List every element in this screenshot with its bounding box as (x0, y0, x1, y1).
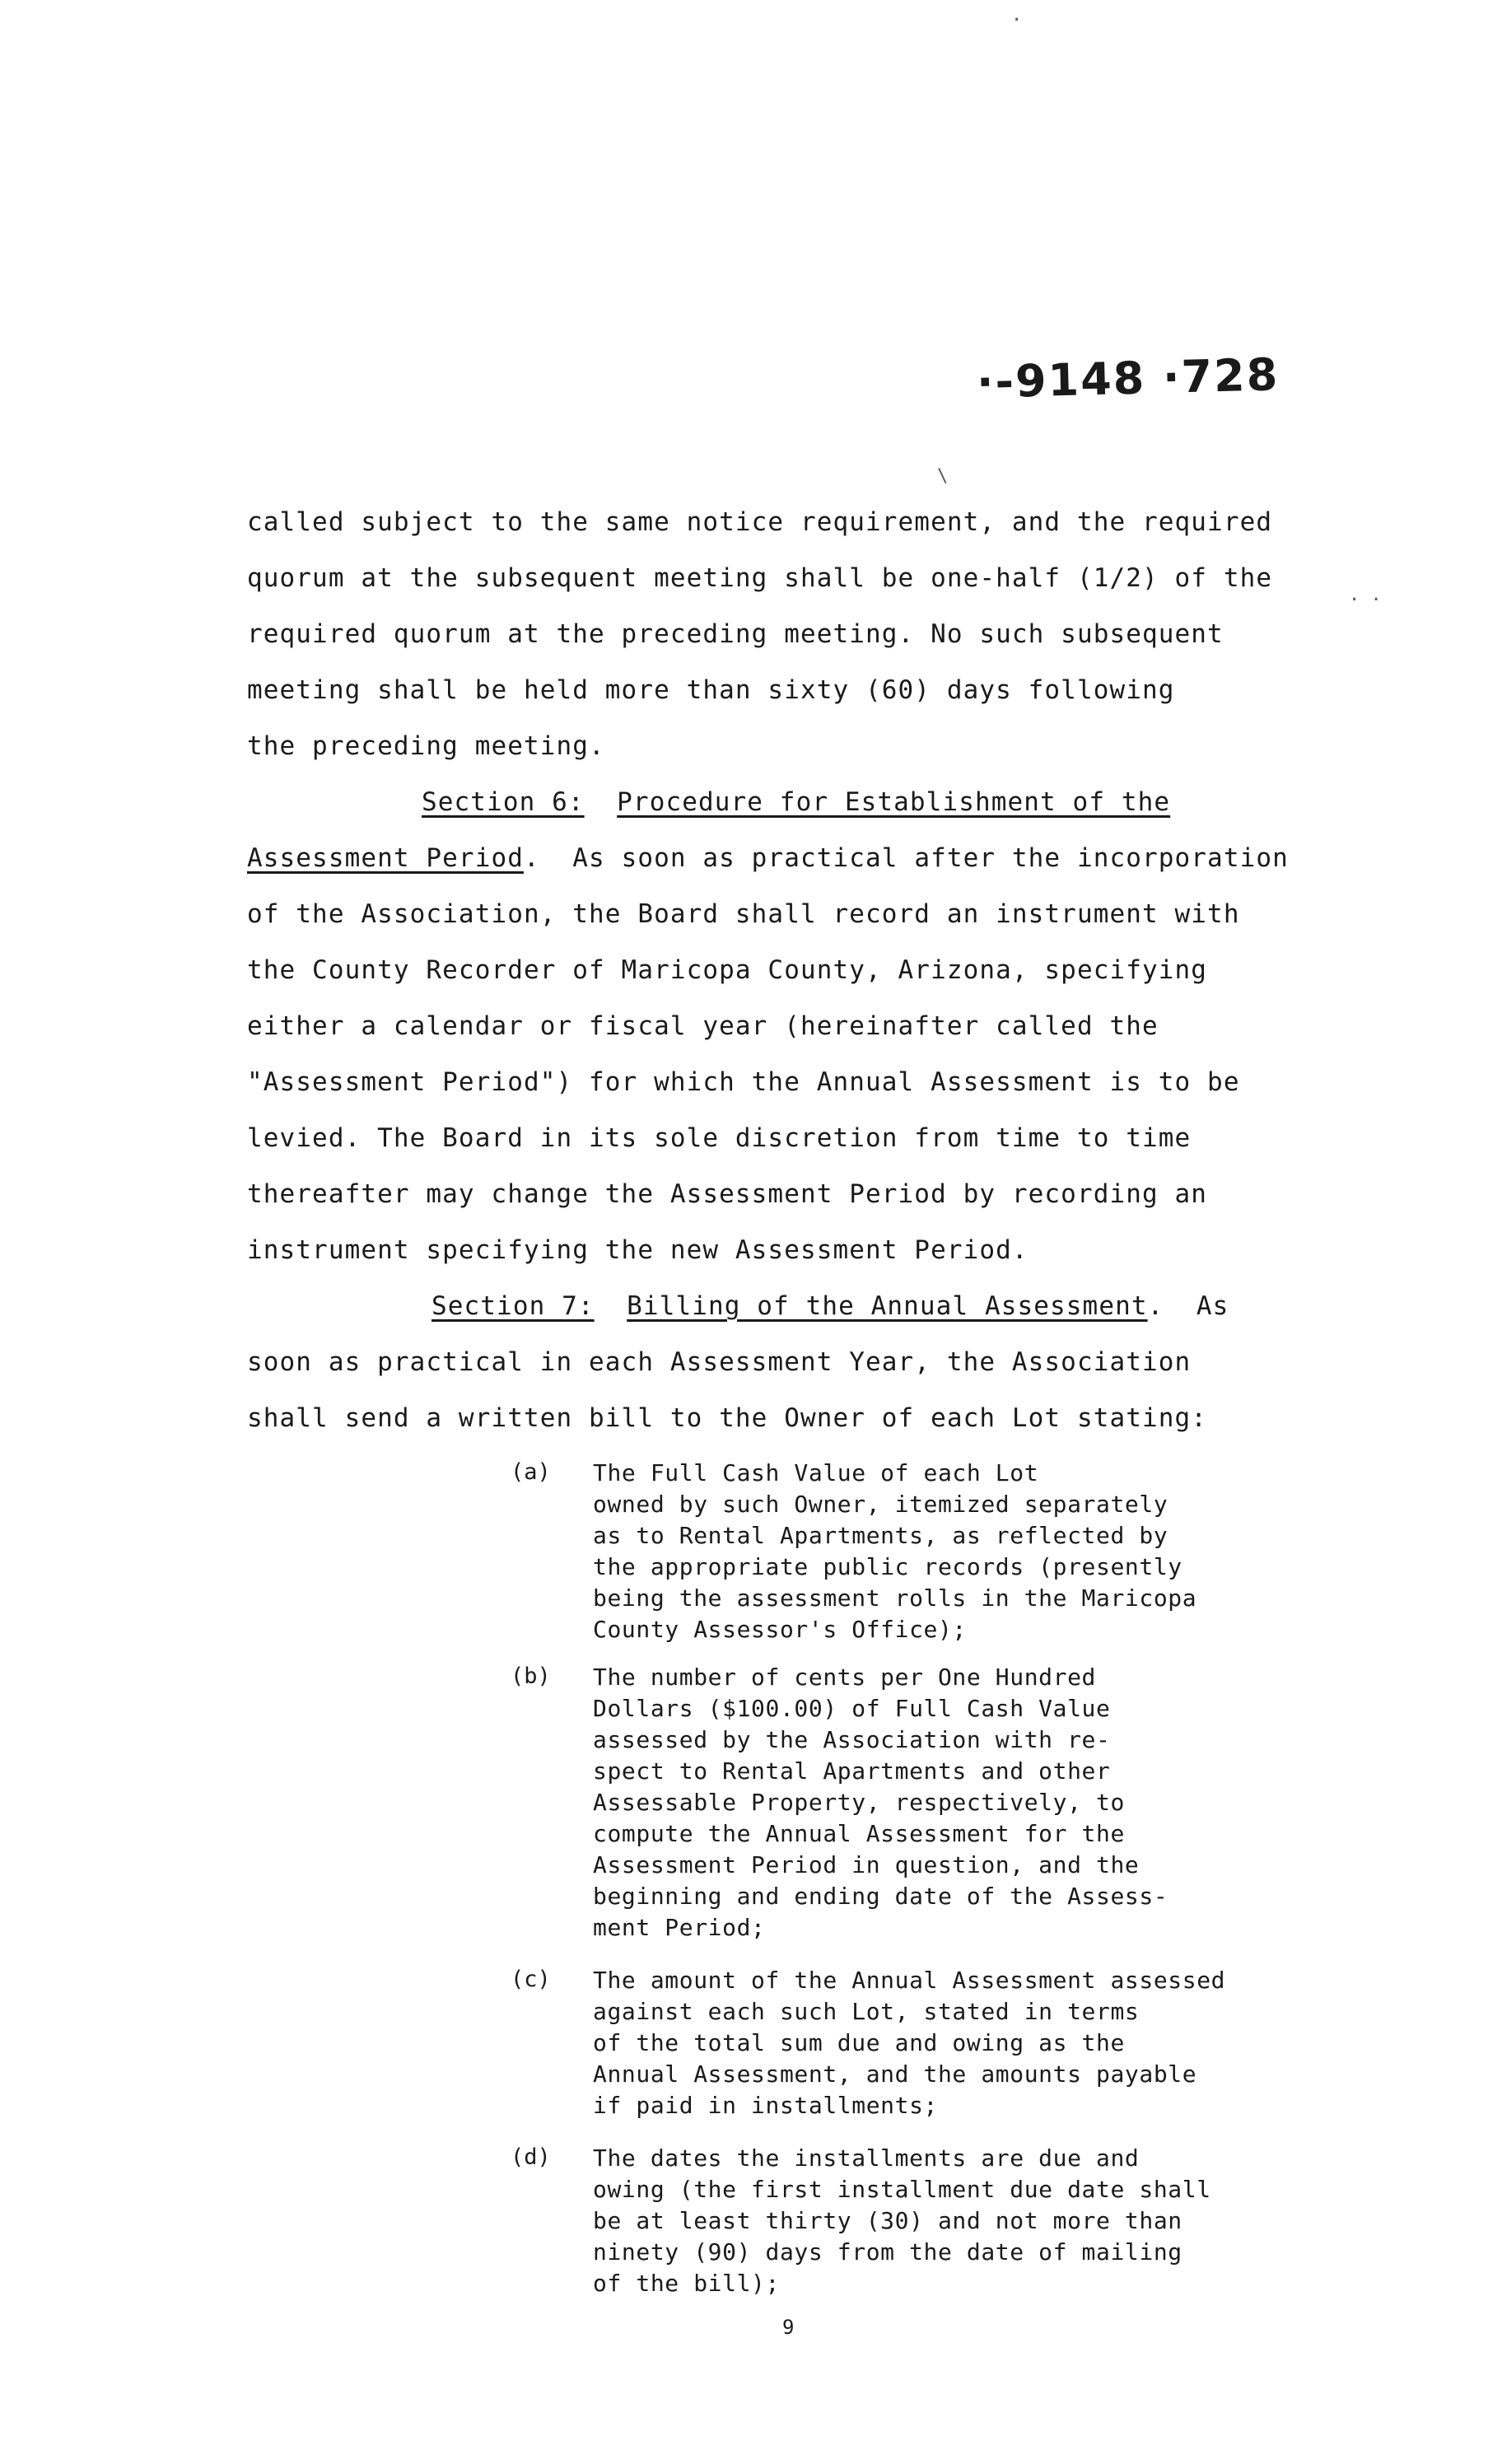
section-6-line: levied. The Board in its sole discretion from time to time (247, 1123, 1192, 1153)
item-line: Dollars ($100.00) of Full Cash Value (593, 1695, 1111, 1722)
section-7-heading-line: Section 7: Billing of the Annual Assessment. As (431, 1291, 1229, 1321)
section-6-title-continued: Assessment Period (247, 843, 524, 873)
section-6-line: the County Recorder of Maricopa County, Arizona, specifying (247, 955, 1208, 985)
item-label: (b) (511, 1664, 551, 1689)
section-7-title: Billing of the Annual Assessment (627, 1291, 1148, 1321)
section-7-label: Section 7: (431, 1291, 595, 1321)
item-line: owing (the first installment due date shall (593, 2176, 1211, 2203)
body-line: required quorum at the preceding meeting. No such subsequent (247, 619, 1224, 649)
item-label: (a) (511, 1459, 551, 1485)
item-line: being the assessment rolls in the Maricopa (593, 1584, 1197, 1612)
section-6-line: of the Association, the Board shall record an instrument with (247, 899, 1240, 929)
section-6-line: "Assessment Period") for which the Annual Assessment is to be (247, 1067, 1240, 1097)
body-line: meeting shall be held more than sixty (60) days following (247, 675, 1175, 705)
item-label: (c) (511, 1967, 551, 1992)
book-page-stamp: ·-9148 ·728 (976, 348, 1280, 408)
item-line: Assessable Property, respectively, to (593, 1789, 1125, 1816)
item-line: The Full Cash Value of each Lot (593, 1459, 1039, 1486)
scan-speck: · · (1349, 590, 1382, 610)
section-7-text: As (1196, 1291, 1229, 1321)
item-line: County Assessor's Office); (593, 1616, 967, 1643)
item-label: (d) (511, 2144, 551, 2170)
item-line: beginning and ending date of the Assess- (593, 1883, 1168, 1910)
item-line: assessed by the Association with re- (593, 1726, 1111, 1753)
section-6-line: instrument specifying the new Assessment Period. (247, 1235, 1029, 1265)
body-line: called subject to the same notice requirement, and the required (247, 507, 1273, 537)
item-line: the appropriate public records (presently (593, 1553, 1182, 1580)
item-line: of the total sum due and owing as the (593, 2029, 1125, 2056)
body-line: the preceding meeting. (247, 731, 605, 761)
item-line: as to Rental Apartments, as reflected by (593, 1522, 1168, 1549)
section-6-line: Assessment Period. As soon as practical after the incorporation (247, 843, 1289, 873)
item-line: Assessment Period in question, and the (593, 1851, 1140, 1878)
item-line: against each such Lot, stated in terms (593, 1998, 1140, 2025)
section-6-text: As soon as practical after the incorporation (572, 843, 1289, 873)
section-6-title: Procedure for Establishment of the (617, 787, 1171, 817)
item-line: The number of cents per One Hundred (593, 1664, 1097, 1691)
section-6-heading-line (422, 787, 1170, 817)
item-line: ninety (90) days from the date of mailing (593, 2238, 1182, 2266)
item-line: Annual Assessment, and the amounts payable (593, 2060, 1197, 2088)
scan-speck: · (1011, 10, 1023, 30)
scan-speck: \ (937, 466, 949, 487)
section-6-label: Section 6: (422, 787, 585, 817)
page-number: 9 (782, 2316, 795, 2339)
item-line: owned by such Owner, itemized separately (593, 1491, 1168, 1518)
section-7-line: soon as practical in each Assessment Year, the Association (247, 1347, 1192, 1377)
item-line: of the bill); (593, 2270, 780, 2297)
item-line: The amount of the Annual Assessment assessed (593, 1967, 1226, 1994)
item-line: spect to Rental Apartments and other (593, 1757, 1111, 1785)
item-line: compute the Annual Assessment for the (593, 1820, 1125, 1847)
item-line: The dates the installments are due and (593, 2144, 1140, 2172)
item-line: be at least thirty (30) and not more than (593, 2207, 1182, 2234)
section-7-line: shall send a written bill to the Owner of each Lot stating: (247, 1403, 1208, 1433)
item-line: if paid in installments; (593, 2092, 938, 2119)
item-line: ment Period; (593, 1914, 766, 1941)
section-6-line: thereafter may change the Assessment Period by recording an (247, 1179, 1208, 1209)
section-6-line: either a calendar or fiscal year (hereinafter called the (247, 1011, 1159, 1041)
body-line: quorum at the subsequent meeting shall be one-half (1/2) of the (247, 563, 1273, 593)
